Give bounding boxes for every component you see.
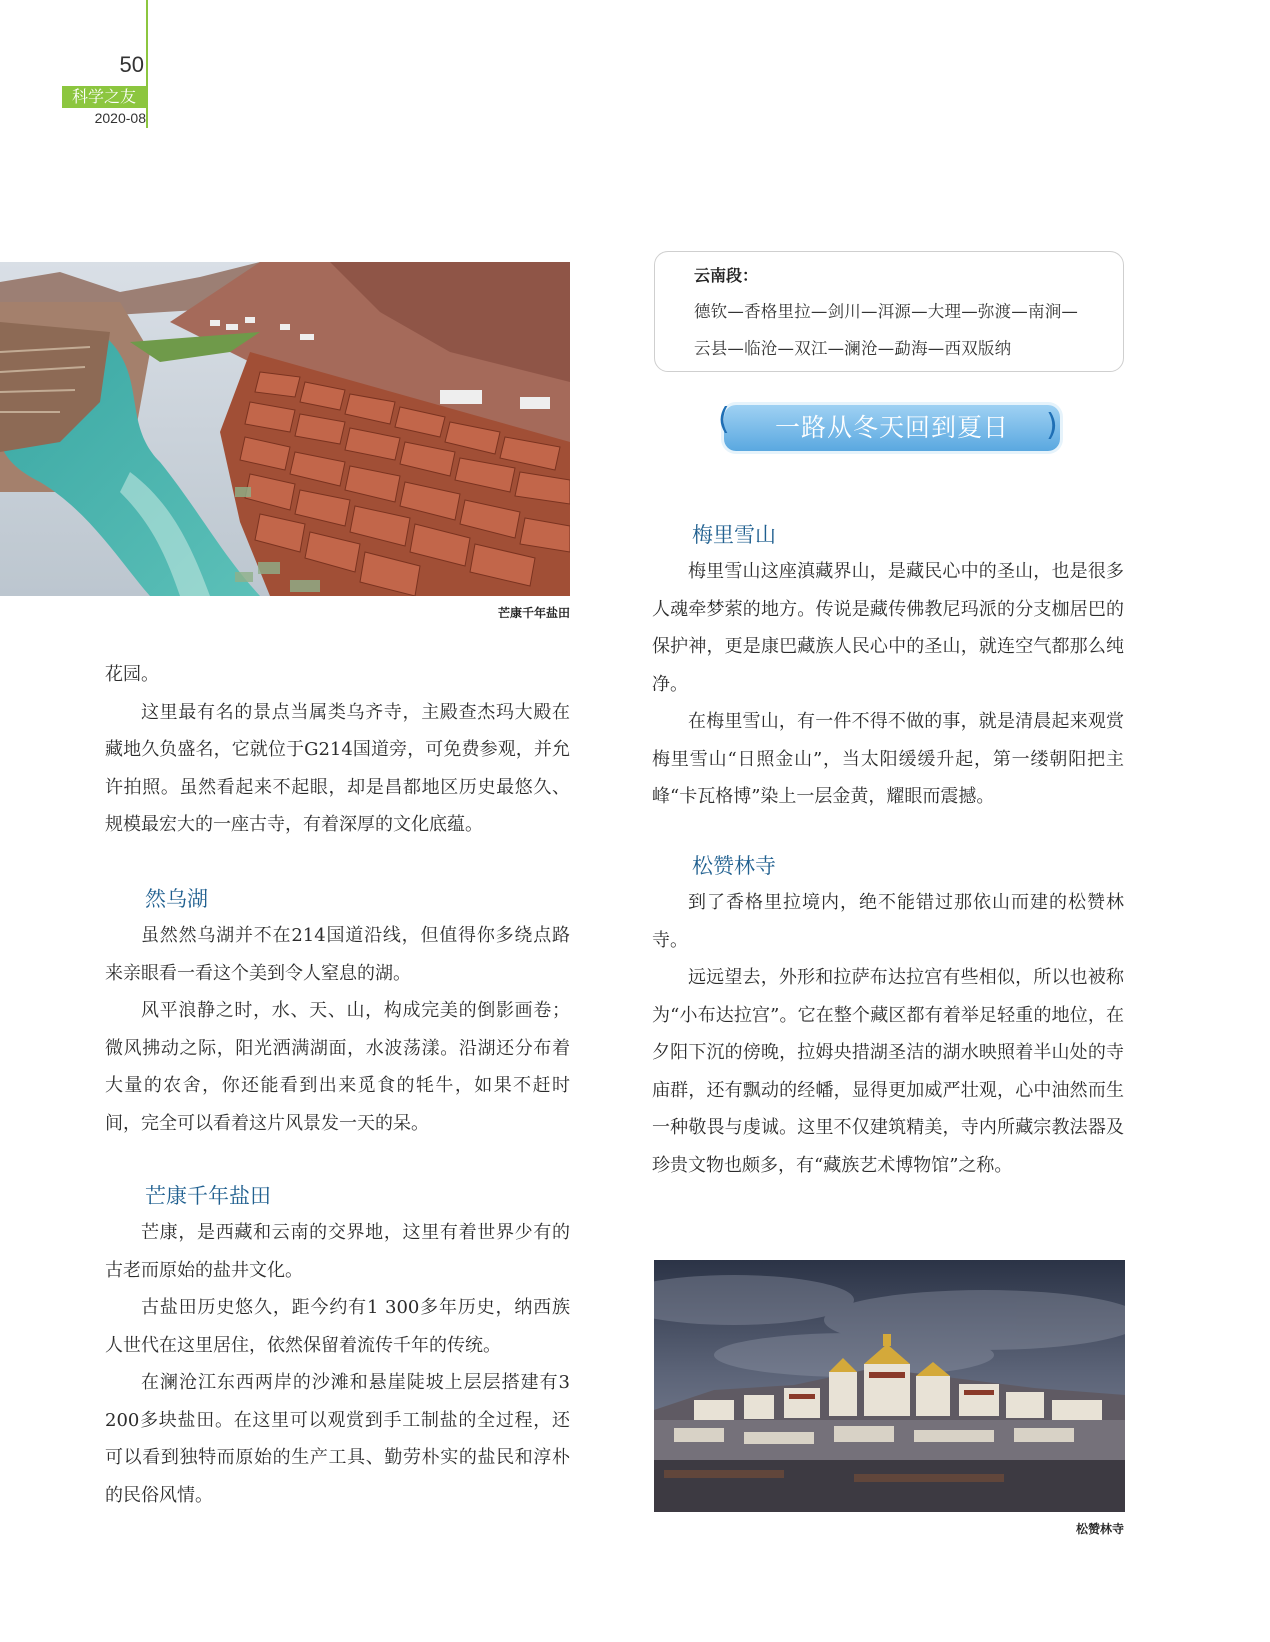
banner-right-quote: ) bbox=[1046, 408, 1058, 443]
route-line-2: 云县—临沧—双江—澜沧—勐海—西双版纳 bbox=[694, 339, 1012, 358]
meili-text bbox=[652, 553, 1124, 816]
meili-paragraph-1: 梅里雪山这座滇藏界山，是藏民心中的圣山，也是很多人魂牵梦萦的地方。传说是藏传佛教尼玛派的分支枷居巴的保护神，更是康巴藏族人民心中的圣山，就连空气都那么纯净。 bbox=[652, 561, 1124, 695]
left-intro bbox=[105, 656, 570, 844]
mangkang-paragraph-2: 古盐田历史悠久，距今约有1 300多年历史，纳西族人世代在这里居住，依然保留着流传千年的传统。 bbox=[105, 1297, 570, 1356]
meili-heading: 梅里雪山 bbox=[692, 523, 776, 547]
ranwu-paragraph-1: 虽然然乌湖并不在214国道沿线，但值得你多绕点路来亲眼看一看这个美到令人窒息的湖。 bbox=[105, 925, 570, 984]
ranwu-paragraph-2: 风平浪静之时，水、天、山，构成完美的倒影画卷；微风拂动之际，阳光洒满湖面，水波荡漾。沿湖还分布着大量的农舍，你还能看到出来觅食的牦牛，如果不赶时间，完全可以看着这片风景发一天的呆。 bbox=[105, 1000, 570, 1134]
temple-illustration bbox=[654, 1260, 1125, 1512]
intro-paragraph: 这里最有名的景点当属类乌齐寺，主殿查杰玛大殿在藏地久负盛名，它就位于G214国道旁，可免费参观，并允许拍照。虽然看起来不起眼，却是昌都地区历史最悠久、规模最宏大的一座古寺，有着深厚的文化底蕴。 bbox=[105, 701, 570, 835]
songzanlin-text bbox=[652, 884, 1124, 1184]
intro-tail: 花园。 bbox=[105, 664, 159, 685]
mangkang-text bbox=[105, 1214, 570, 1514]
page-number: 50 bbox=[119, 52, 144, 77]
banner-title: 一路从冬天回到夏日 bbox=[774, 413, 1009, 442]
mangkang-paragraph-1: 芒康，是西藏和云南的交界地，这里有着世界少有的古老而原始的盐井文化。 bbox=[105, 1222, 570, 1281]
songzanlin-heading: 松赞林寺 bbox=[692, 854, 776, 878]
songzanlin-paragraph-1: 到了香格里拉境内，绝不能错过那依山而建的松赞林寺。 bbox=[652, 892, 1124, 951]
salt-fields-photo bbox=[0, 262, 570, 596]
meili-paragraph-2: 在梅里雪山，有一件不得不做的事，就是清晨起来观赏梅里雪山“日照金山”，当太阳缓缓升起，第一缕朝阳把主峰“卡瓦格博”染上一层金黄，耀眼而震撼。 bbox=[652, 711, 1124, 807]
mangkang-paragraph-3: 在澜沧江东西两岸的沙滩和悬崖陡坡上层层搭建有3 200多块盐田。在这里可以观赏到手工制盐的全过程，还可以看到独特而原始的生产工具、勤劳朴实的盐民和淳朴的民俗风情。 bbox=[105, 1372, 570, 1506]
route-title: 云南段： bbox=[694, 266, 759, 285]
temple-caption: 松赞林寺 bbox=[1075, 1522, 1124, 1536]
banner-left-quote: ( bbox=[718, 402, 730, 437]
header-divider-line bbox=[146, 0, 148, 128]
ranwu-heading: 然乌湖 bbox=[145, 887, 208, 911]
magazine-name: 科学之友 bbox=[62, 86, 146, 108]
issue-date: 2020-08 bbox=[94, 110, 146, 126]
salt-fields-caption: 芒康千年盐田 bbox=[497, 606, 570, 620]
temple-photo bbox=[654, 1260, 1125, 1512]
mangkang-heading: 芒康千年盐田 bbox=[145, 1184, 271, 1208]
salt-fields-illustration bbox=[0, 262, 570, 596]
songzanlin-paragraph-2: 远远望去，外形和拉萨布达拉宫有些相似，所以也被称为“小布达拉宫”。它在整个藏区都有着举足轻重的地位，在夕阳下沉的傍晚，拉姆央措湖圣洁的湖水映照着半山处的寺庙群，还有飘动的经幡，显得更加威严壮观，心中油然而生一种敬畏与虔诚。这里不仅建筑精美，寺内所藏宗教法器及珍贵文物也颇多，有“藏族艺术博物馆”之称。 bbox=[652, 967, 1124, 1176]
route-line-1: 德钦—香格里拉—剑川—洱源—大理—弥渡—南涧— bbox=[694, 302, 1079, 321]
ranwu-text bbox=[105, 917, 570, 1142]
